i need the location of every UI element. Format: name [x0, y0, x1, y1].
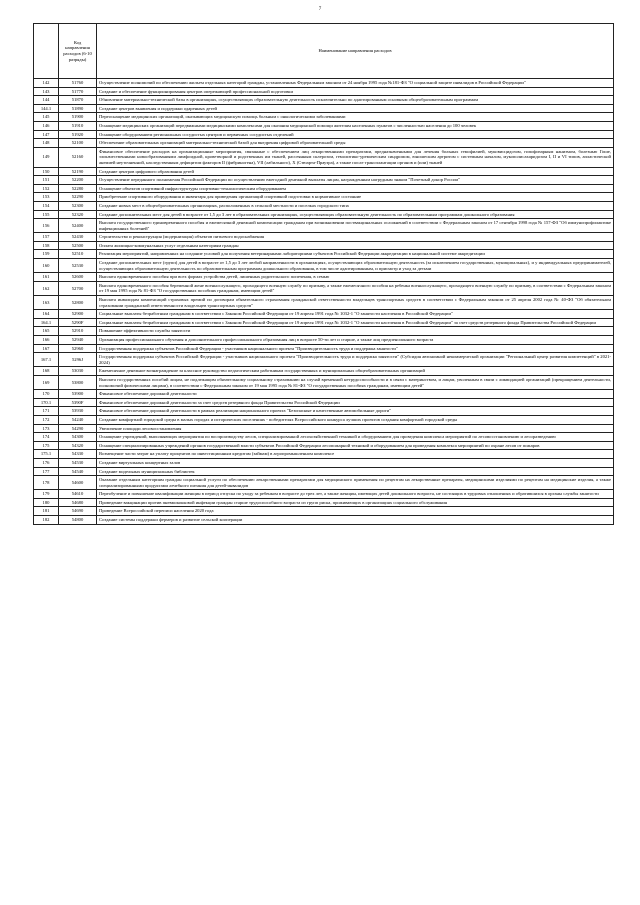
row-code: 52940 [59, 336, 97, 345]
row-number: 150 [34, 167, 59, 176]
row-description: Государственная поддержка субъектов Российской Федерации - участников национального проекта "Производительность труда и поддержка занятости" [97, 344, 614, 353]
row-number: 168 [34, 367, 59, 376]
table-row [34, 104, 614, 113]
row-code: 5390F [59, 398, 97, 407]
table-header-row [34, 24, 614, 79]
row-number: 160 [34, 259, 59, 273]
table-row [34, 498, 614, 507]
row-number: 176 [34, 458, 59, 467]
row-number: 177 [34, 467, 59, 476]
table-row [34, 415, 614, 424]
row-description: Выплата инвалидам компенсаций страховых премий по договорам обязательного страхования гражданской ответственности владельцев транспортных средств в соответствии с Федеральным законом от 25 апреля 2002 года № 40-ФЗ "Об обязательном страховании гражданской ответственности владельцев транспортных средств" [97, 296, 614, 310]
table-row [34, 167, 614, 176]
row-description: Финансовое обеспечение расходов на организационные мероприятия, связанные с обеспечением лиц лекарственными препаратами, предназначенными для лечения больных гемофилией, муковисцидозом, гипофизарным нанизмом, болезнью Гоше, злокачественными новообразованиями лимфоидной, кроветворной и родственных им тканей, рассеянным склерозом, гемолитико-уремическим синдромом, юношеским артритом с системным началом, мукополисахаридозом I, II и VI типов, апластической анемией неуточненной, наследственным дефицитом факторов II (фибриногена), VII (лабильного), X (Стюарта-Прауэра), а также после трансплантации органов и (или) тканей [97, 147, 614, 167]
row-code: 52320 [59, 210, 97, 219]
row-number: 143 [34, 87, 59, 96]
table-row [34, 139, 614, 148]
table-row [34, 327, 614, 336]
row-number: 179 [34, 490, 59, 499]
row-code: 54290 [59, 424, 97, 433]
table-row [34, 424, 614, 433]
row-number: 149 [34, 147, 59, 167]
row-code: 52530 [59, 259, 97, 273]
table-row [34, 441, 614, 450]
row-code: 51900 [59, 113, 97, 122]
row-number: 161 [34, 273, 59, 282]
table-row [34, 113, 614, 122]
table-row [34, 490, 614, 499]
row-description: Создание системы поддержки фермеров и развитие сельской кооперации [97, 516, 614, 525]
table-row [34, 516, 614, 525]
row-code: 52700 [59, 281, 97, 295]
row-code: 51920 [59, 130, 97, 139]
table-row [34, 96, 614, 105]
row-code: 52600 [59, 273, 97, 282]
row-description: Финансовое обеспечение дорожной деятельности [97, 390, 614, 399]
row-description: Создание модельных муниципальных библиотек [97, 467, 614, 476]
row-number: 147 [34, 130, 59, 139]
table-row [34, 147, 614, 167]
row-description: Проведение Всероссийской переписи населения 2020 года [97, 507, 614, 516]
row-description: Оснащение объектов спортивной инфраструктуры спортивно-технологическим оборудованием [97, 184, 614, 193]
row-number: 144.1 [34, 104, 59, 113]
row-description: Осуществление переданного полномочия Российской Федерации по осуществлению ежегодной денежной выплаты лицам, награжденным нагрудным знаком "Почетный донор России" [97, 176, 614, 185]
table-row [34, 458, 614, 467]
row-number: 180 [34, 498, 59, 507]
row-number: 182 [34, 516, 59, 525]
row-code: 52280 [59, 184, 97, 193]
row-code: 52160 [59, 147, 97, 167]
table-body [34, 79, 614, 525]
row-code: 51760 [59, 79, 97, 88]
row-number: 142 [34, 79, 59, 88]
row-code: 53900 [59, 390, 97, 399]
table-row [34, 344, 614, 353]
table-row [34, 353, 614, 367]
row-description: Переоснащение медицинских организаций, оказывающих медицинскую помощь больным с онкологическими заболеваниями [97, 113, 614, 122]
row-code: 51890 [59, 104, 97, 113]
row-code: 54240 [59, 415, 97, 424]
row-code: 54690 [59, 507, 97, 516]
row-number: 153 [34, 193, 59, 202]
table-row [34, 259, 614, 273]
row-code: 51910 [59, 121, 97, 130]
table-row [34, 467, 614, 476]
row-description: Финансовое обеспечение дорожной деятельности за счет средств резервного фонда Правительства Российской Федерации [97, 398, 614, 407]
table-row [34, 176, 614, 185]
table-row [34, 433, 614, 442]
table-row [34, 296, 614, 310]
row-description: Выплата государственного единовременного пособия и ежемесячной денежной компенсации гражданам при возникновении поствакцинальных осложнений в соответствии с Федеральным законом от 17 сентября 1998 года № 157-ФЗ "Об иммунопрофилактике инфекционных болезней" [97, 219, 614, 233]
row-description: Организация профессионального обучения и дополнительного профессионального образования лиц в возрасте 50-ти лет и старше, а также лиц предпенсионного возраста [97, 336, 614, 345]
row-description: Создание дополнительных мест (групп) для детей в возрасте от 1,5 до 3 лет любой направленности в организациях, осуществляющих образовательную деятельность (за исключением государственных, муниципальных), и у индивидуальных предпринимателей, осуществляющих образовательную деятельность по образовательным программам дошкольного образования, в том числе адаптированным, и присмотр и уход за детьми [97, 259, 614, 273]
row-description: Социальные выплаты безработным гражданам в соответствии с Законом Российской Федерации от 19 апреля 1991 года № 1032-1 "О занятости населения в Российской Федерации" [97, 310, 614, 319]
row-description: Переобучение и повышение квалификации женщин в период отпуска по уходу за ребенком в возрасте до трех лет, а также женщин, имеющих детей дошкольного возраста, не состоящих в трудовых отношениях и обратившихся в органы службы занятости [97, 490, 614, 499]
table-row [34, 281, 614, 295]
row-code: 52200 [59, 176, 97, 185]
row-description: Создание дополнительных мест для детей в возрасте от 1,5 до 3 лет в образовательных организациях, осуществляющих образовательную деятельность по образовательным программам дошкольного образования [97, 210, 614, 219]
row-code: 53800 [59, 375, 97, 389]
row-description: Выплата государственных пособий лицам, не подлежащим обязательному социальному страхованию на случай временной нетрудоспособности и в связи с материнством, и лицам, уволенным в связи с ликвидацией организаций (прекращением деятельности, полномочий физическими лицами), в соответствии с Федеральным законом от 19 мая 1995 года № 81-ФЗ "О государственных пособиях гражданам, имеющим детей" [97, 375, 614, 389]
row-code: 52190 [59, 167, 97, 176]
row-description: Создание виртуальных концертных залов [97, 458, 614, 467]
table-row [34, 121, 614, 130]
row-number: 173 [34, 424, 59, 433]
row-description: Возмещение части затрат на уплату процентов по инвестиционным кредитам (займам) в агропромышленном комплексе [97, 450, 614, 459]
row-code: 52400 [59, 219, 97, 233]
row-description: Государственная поддержка субъектов Российской Федерации - участников национального проекта "Производительность труда и поддержка занятости" (Субсидия автономной некоммерческой организации "Региональный центр развития компетенций" в 2021-2024) [97, 353, 614, 367]
table-row [34, 367, 614, 376]
row-code: 52290 [59, 193, 97, 202]
row-code: 52900 [59, 310, 97, 319]
row-description: Создание комфортной городской среды в малых городах и исторических поселениях - победителях Всероссийского конкурса лучших проектов создания комфортной городской среды [97, 415, 614, 424]
row-code: 54610 [59, 490, 97, 499]
row-number: 151 [34, 176, 59, 185]
row-description: Оплата жилищно-коммунальных услуг отдельным категориям граждан [97, 241, 614, 250]
row-description: Приобретение спортивного оборудования и инвентаря для приведения организаций спортивной подготовки в нормативное состояние [97, 193, 614, 202]
row-description: Создание центров выявления и поддержки одаренных детей [97, 104, 614, 113]
row-description: Финансовое обеспечение дорожной деятельности в рамках реализации национального проекта "Безопасные и качественные автомобильные дороги" [97, 407, 614, 416]
row-number: 156 [34, 219, 59, 233]
table-row [34, 79, 614, 88]
row-number: 167.1 [34, 353, 59, 367]
row-code: 54330 [59, 450, 97, 459]
row-number: 181 [34, 507, 59, 516]
row-number: 146 [34, 121, 59, 130]
row-code: 52960 [59, 344, 97, 353]
row-number: 155 [34, 210, 59, 219]
table-row [34, 450, 614, 459]
table-row [34, 507, 614, 516]
row-number: 170 [34, 390, 59, 399]
row-code: 52300 [59, 201, 97, 210]
row-description: Выплата единовременного пособия при всех формах устройства детей, лишенных родительского попечения, в семью [97, 273, 614, 282]
row-code: 5296J [59, 353, 97, 367]
row-number: 167 [34, 344, 59, 353]
row-description: Обновление материально-технической базы в организациях, осуществляющих образовательную деятельность исключительно по адаптированным основным общеобразовательным программам [97, 96, 614, 105]
row-number: 162 [34, 281, 59, 295]
row-code: 54320 [59, 441, 97, 450]
row-description: Выплата единовременного пособия беременной жене военнослужащего, проходящего военную службу по призыву, а также ежемесячного пособия на ребенка военнослужащего, проходящего военную службу по призыву, в соответствии с Федеральным законом от 19 мая 1995 года № 81-ФЗ "О государственных пособиях гражданам, имеющим детей" [97, 281, 614, 295]
table-row [34, 201, 614, 210]
row-description: Проведение вакцинации против пневмококковой инфекции граждан старше трудоспособного возраста из групп риска, проживающих в организациях социального обслуживания [97, 498, 614, 507]
table-row [34, 375, 614, 389]
row-code: 5290F [59, 318, 97, 327]
row-number: 157 [34, 233, 59, 242]
table-row [34, 130, 614, 139]
table-row [34, 273, 614, 282]
row-number: 158 [34, 241, 59, 250]
header-number [34, 24, 59, 79]
row-number: 172 [34, 415, 59, 424]
row-number: 163 [34, 296, 59, 310]
row-code: 54800 [59, 516, 97, 525]
row-number: 164 [34, 310, 59, 319]
table-row [34, 87, 614, 96]
row-code: 52510 [59, 250, 97, 259]
row-number: 171 [34, 407, 59, 416]
row-code: 52800 [59, 296, 97, 310]
row-number: 170.1 [34, 398, 59, 407]
expense-directions-table [33, 23, 614, 525]
row-description: Обеспечение образовательных организаций материально-технической базой для внедрения цифровой образовательной среды [97, 139, 614, 148]
table-row [34, 310, 614, 319]
header-code: Код направления расходов (6-10 разряды) [59, 24, 97, 79]
row-code: 51870 [59, 96, 97, 105]
table-row [34, 390, 614, 399]
row-number: 144 [34, 96, 59, 105]
row-description: Оснащение оборудованием региональных сосудистых центров и первичных сосудистых отделений [97, 130, 614, 139]
table-row [34, 407, 614, 416]
table-row [34, 318, 614, 327]
row-number: 164.1 [34, 318, 59, 327]
row-number: 148 [34, 139, 59, 148]
row-number: 178 [34, 476, 59, 490]
page-number: 7 [318, 7, 322, 12]
row-description: Оснащение учреждений, выполняющих мероприятия по воспроизводству лесов, специализированной лесохозяйственной техникой и оборудованием для проведения комплекса мероприятий по лесовосстановлению и лесоразведению [97, 433, 614, 442]
row-description: Оснащение специализированных учреждений органов государственной власти субъектов Российской Федерации лесопожарной техникой и оборудованием для проведения комплекса мероприятий по охране лесов от пожаров [97, 441, 614, 450]
row-description: Оказание отдельным категориям граждан социальной услуги по обеспечению лекарственными препаратами для медицинского применения по рецептам на лекарственные препараты, медицинскими изделиями по рецептам на медицинские изделия, а также специализированными продуктами лечебного питания для детей-инвалидов [97, 476, 614, 490]
row-code: 51770 [59, 87, 97, 96]
row-number: 152 [34, 184, 59, 193]
row-code: 54680 [59, 498, 97, 507]
table-row [34, 250, 614, 259]
row-description: Осуществление полномочий по обеспечению жильем отдельных категорий граждан, установленных Федеральным законом от 24 ноября 1995 года №181-ФЗ "О социальной защите инвалидов в Российской Федерации" [97, 79, 614, 88]
row-description: Строительство и реконструкция (модернизация) объектов питьевого водоснабжения [97, 233, 614, 242]
row-description: Оснащение медицинских организаций передвижными медицинскими комплексами для оказания медицинской помощи жителям населенных пунктов с численностью населения до 100 человек [97, 121, 614, 130]
table-row [34, 210, 614, 219]
row-code: 54600 [59, 476, 97, 490]
row-number: 145 [34, 113, 59, 122]
row-number: 175 [34, 441, 59, 450]
row-number: 174 [34, 433, 59, 442]
row-description: Увеличение площади лесовосстановления [97, 424, 614, 433]
row-code: 52100 [59, 139, 97, 148]
table-row [34, 241, 614, 250]
row-description: Создание новых мест в общеобразовательных организациях, расположенных в сельской местности и поселках городского типа [97, 201, 614, 210]
table-row [34, 233, 614, 242]
row-description: Создание центров цифрового образования детей [97, 167, 614, 176]
table-row [34, 193, 614, 202]
row-number: 166 [34, 336, 59, 345]
table-row [34, 336, 614, 345]
row-number: 175.1 [34, 450, 59, 459]
row-description: Повышение эффективности службы занятости [97, 327, 614, 336]
row-code: 54530 [59, 458, 97, 467]
row-description: Реализация мероприятий, направленных на создание условий для получения ветеринарными лабораториями субъектов Российской Федерации аккредитации в национальной системе аккредитации [97, 250, 614, 259]
table-row [34, 398, 614, 407]
row-description: Ежемесячное денежное вознаграждение за классное руководство педагогическим работникам государственных и муниципальных общеобразовательных организаций [97, 367, 614, 376]
row-number: 165 [34, 327, 59, 336]
row-number: 159 [34, 250, 59, 259]
table-row [34, 476, 614, 490]
row-number: 169 [34, 375, 59, 389]
row-number: 154 [34, 201, 59, 210]
row-code: 53930 [59, 407, 97, 416]
row-code: 52910 [59, 327, 97, 336]
table-row [34, 184, 614, 193]
row-code: 54300 [59, 433, 97, 442]
header-name: Наименование направления расходов [97, 24, 614, 79]
row-description: Социальные выплаты безработным гражданам в соответствии с Законом Российской Федерации от 19 апреля 1991 года № 1032-1 "О занятости населения в Российской Федерации" за счет средств резервного фонда Правительства Российской Федерации [97, 318, 614, 327]
row-code: 52430 [59, 233, 97, 242]
row-description: Создание и обеспечение функционирования центров опережающей профессиональной подготовки [97, 87, 614, 96]
row-code: 54540 [59, 467, 97, 476]
table-row [34, 219, 614, 233]
row-code: 53030 [59, 367, 97, 376]
row-code: 52500 [59, 241, 97, 250]
